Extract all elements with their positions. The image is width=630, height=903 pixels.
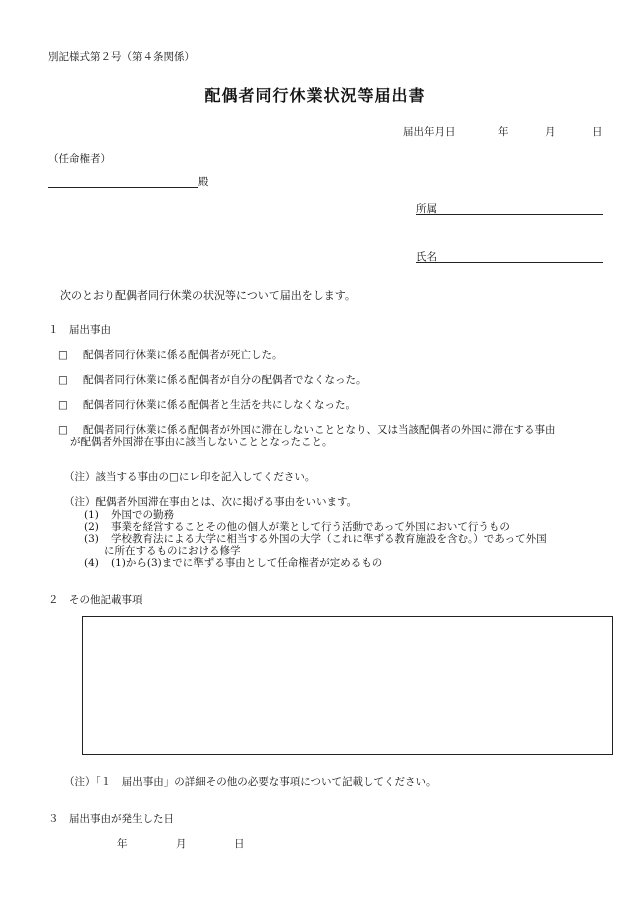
date-month-label: 月	[545, 126, 556, 138]
addressee-suffix: 殿	[198, 176, 209, 188]
date-day-label: 日	[592, 126, 603, 138]
option-text: 配偶者同行休業に係る配偶者が外国に滞在しないこととなり、又は当該配偶者の外国に滞在する事由	[83, 424, 556, 436]
occurrence-day-label: 日	[234, 838, 245, 850]
document-title: 配偶者同行休業状況等届出書	[204, 86, 426, 105]
appointer-label: （任命権者）	[48, 153, 111, 165]
affiliation-label: 所属	[416, 203, 437, 215]
submission-date-label: 届出年月日	[403, 126, 456, 138]
reason-text-continued: に所在するものにおける修学	[104, 545, 241, 557]
reason-text: 外国での勤務	[111, 509, 174, 521]
affiliation-line[interactable]	[416, 214, 603, 215]
other-details-note: （注）「１ 届出事由」の詳細その他の必要な事項について記載してください。	[64, 776, 437, 788]
option-text-continued: が配偶者外国滞在事由に該当しないこととなったこと。	[70, 436, 333, 448]
section1-heading: １ 届出事由	[48, 324, 111, 336]
form-reference: 別記様式第２号（第４条関係）	[48, 51, 195, 63]
section2-heading: ２ その他記載事項	[48, 594, 143, 606]
note-checkmark: （注）該当する事由の□にレ印を記入してください。	[64, 471, 316, 483]
reason-text: 学校教育法による大学に相当する外国の大学（これに準ずる教育施設を含む。）であって外国	[111, 533, 547, 545]
option-text: 配偶者同行休業に係る配偶者が死亡した。	[83, 349, 283, 361]
date-year-label: 年	[498, 126, 509, 138]
occurrence-month-label: 月	[176, 838, 187, 850]
reason-number: (4)	[84, 557, 99, 569]
occurrence-year-label: 年	[117, 838, 128, 850]
note-reasons-intro: （注）配偶者外国滞在事由とは、次に掲げる事由をいいます。	[64, 496, 358, 508]
checkbox[interactable]: □	[58, 374, 68, 386]
option-text: 配偶者同行休業に係る配偶者と生活を共にしなくなった。	[83, 399, 356, 411]
section3-heading: ３ 届出事由が発生した日	[48, 813, 174, 825]
reason-number: (3)	[84, 533, 99, 545]
other-details-textbox[interactable]	[82, 616, 613, 755]
appointer-name-line[interactable]	[48, 187, 198, 188]
checkbox[interactable]: □	[58, 399, 68, 411]
reason-number: (1)	[84, 509, 99, 521]
option-text: 配偶者同行休業に係る配偶者が自分の配偶者でなくなった。	[83, 374, 367, 386]
name-line[interactable]	[416, 262, 603, 263]
checkbox[interactable]: □	[58, 349, 68, 361]
reason-text: 事業を経営することその他の個人が業として行う活動であって外国において行うもの	[111, 521, 510, 533]
intro-text: 次のとおり配偶者同行休業の状況等について届出をします。	[60, 289, 356, 302]
reason-number: (2)	[84, 521, 99, 533]
checkbox[interactable]: □	[58, 424, 68, 436]
reason-text: (1)から(3)までに準ずる事由として任命権者が定めるもの	[111, 557, 383, 569]
name-label: 氏名	[416, 251, 437, 263]
